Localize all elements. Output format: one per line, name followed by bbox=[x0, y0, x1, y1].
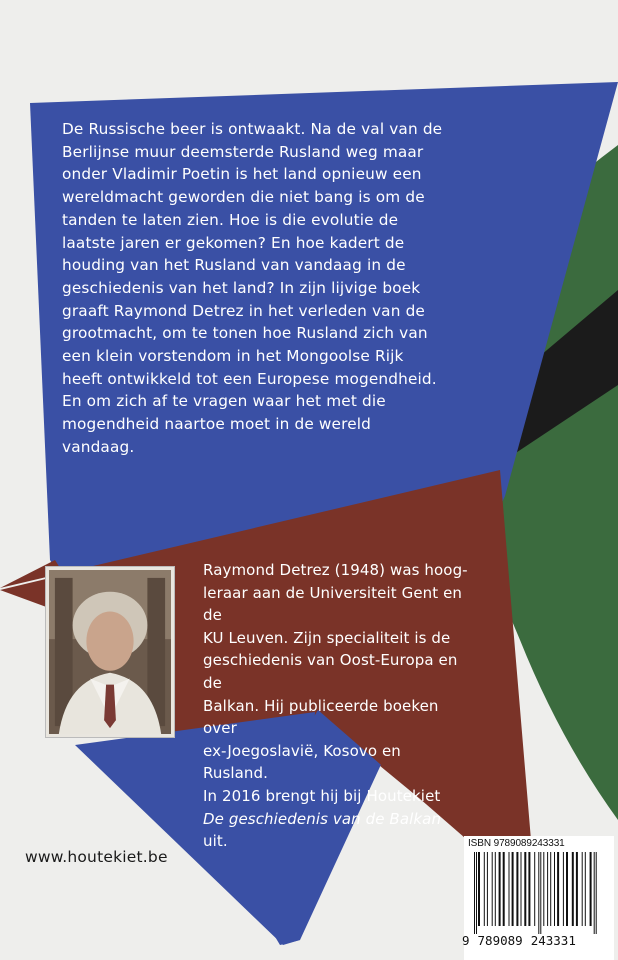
barcode-bar bbox=[534, 852, 535, 926]
barcode-bar bbox=[528, 852, 530, 926]
barcode-bar bbox=[484, 852, 485, 926]
barcode-bar bbox=[492, 852, 493, 926]
barcode-bar bbox=[572, 852, 574, 926]
barcode-bar bbox=[543, 852, 544, 926]
barcode-bar bbox=[521, 852, 522, 926]
blurb-line: onder Vladimir Poetin is het land opnieuw een bbox=[62, 165, 422, 184]
blurb-line: Berlijnse muur deemsterde Rusland weg maar bbox=[62, 142, 424, 161]
barcode-bar bbox=[582, 852, 583, 926]
barcode bbox=[470, 852, 610, 934]
barcode-bar bbox=[509, 852, 510, 926]
barcode-digits-group2: 243331 bbox=[530, 933, 576, 948]
author-bio bbox=[203, 559, 468, 853]
barcode-bar bbox=[566, 852, 568, 926]
barcode-digits-group1: 789089 bbox=[477, 933, 523, 948]
barcode-bar bbox=[516, 852, 518, 926]
barcode-bar bbox=[474, 852, 475, 934]
barcode-bar bbox=[594, 852, 595, 934]
blurb-line: houding van het Rusland van vandaag in de bbox=[62, 256, 406, 275]
barcode-bar bbox=[596, 852, 597, 934]
blurb-line: geschiedenis van het land? In zijn lijvige boek bbox=[62, 278, 421, 297]
barcode-bar bbox=[540, 852, 541, 934]
barcode-bar bbox=[554, 852, 555, 926]
blurb-line: mogendheid naartoe moet in de wereld bbox=[62, 415, 372, 434]
blurb-line: wereldmacht geworden die niet bang is om de bbox=[62, 188, 425, 207]
isbn-label: ISBN 9789089243331 bbox=[468, 838, 565, 849]
book-title: De geschiedenis van de Balkan bbox=[203, 809, 442, 828]
bio-title-line bbox=[203, 808, 468, 853]
barcode-bar bbox=[524, 852, 526, 926]
bio-title-suffix: uit. bbox=[203, 832, 228, 851]
blurb-line: En om zich af te vragen waar het met die bbox=[62, 392, 386, 411]
bio-line: Balkan. Hij publiceerde boeken over bbox=[203, 696, 439, 738]
barcode-bar bbox=[590, 852, 592, 926]
barcode-bar bbox=[547, 852, 548, 926]
barcode-bar bbox=[487, 852, 488, 926]
bio-line: KU Leuven. Zijn specialiteit is de bbox=[203, 628, 451, 647]
blurb-line: een klein vorstendom in het Mongoolse Rijk bbox=[62, 347, 404, 366]
barcode-bar bbox=[563, 852, 564, 926]
barcode-bar bbox=[576, 852, 578, 926]
blurb-line: tanden te laten zien. Hoe is die evolutie de bbox=[62, 210, 399, 229]
barcode-bar bbox=[495, 852, 496, 926]
barcode-bar bbox=[538, 852, 539, 934]
author-photo bbox=[45, 566, 175, 738]
bio-line: ex-Joegoslavië, Kosovo en Rusland. bbox=[203, 741, 401, 783]
blurb-line: heeft ontwikkeld tot een Europese mogendheid. bbox=[62, 369, 437, 388]
blurb-line: graaft Raymond Detrez in het verleden van de bbox=[62, 301, 425, 320]
blurb-line: De Russische beer is ontwaakt. Na de val van de bbox=[62, 120, 443, 138]
blurb-line: grootmacht, om te tonen hoe Rusland zich van bbox=[62, 324, 428, 343]
bio-line: In 2016 brengt hij bij Houtekiet bbox=[203, 786, 441, 805]
back-cover-blurb bbox=[62, 118, 462, 459]
barcode-bar bbox=[512, 852, 514, 926]
blurb-line: laatste jaren er gekomen? En hoe kadert de bbox=[62, 233, 405, 252]
barcode-digits bbox=[462, 933, 614, 948]
barcode-bar bbox=[476, 852, 477, 934]
bio-line: leraar aan de Universiteit Gent en de bbox=[203, 583, 463, 625]
publisher-website[interactable]: www.houtekiet.be bbox=[25, 848, 168, 866]
author-portrait-icon bbox=[49, 570, 171, 734]
barcode-bar bbox=[557, 852, 559, 926]
barcode-bar bbox=[499, 852, 501, 926]
barcode-digit-first: 9 bbox=[462, 933, 470, 948]
barcode-bar bbox=[585, 852, 586, 926]
blurb-line: vandaag. bbox=[62, 437, 135, 456]
bio-line: geschiedenis van Oost-Europa en de bbox=[203, 651, 458, 692]
barcode-bar bbox=[503, 852, 505, 926]
barcode-bar bbox=[478, 852, 480, 926]
bio-line: Raymond Detrez (1948) was hoog- bbox=[203, 561, 468, 579]
barcode-bar bbox=[550, 852, 551, 926]
